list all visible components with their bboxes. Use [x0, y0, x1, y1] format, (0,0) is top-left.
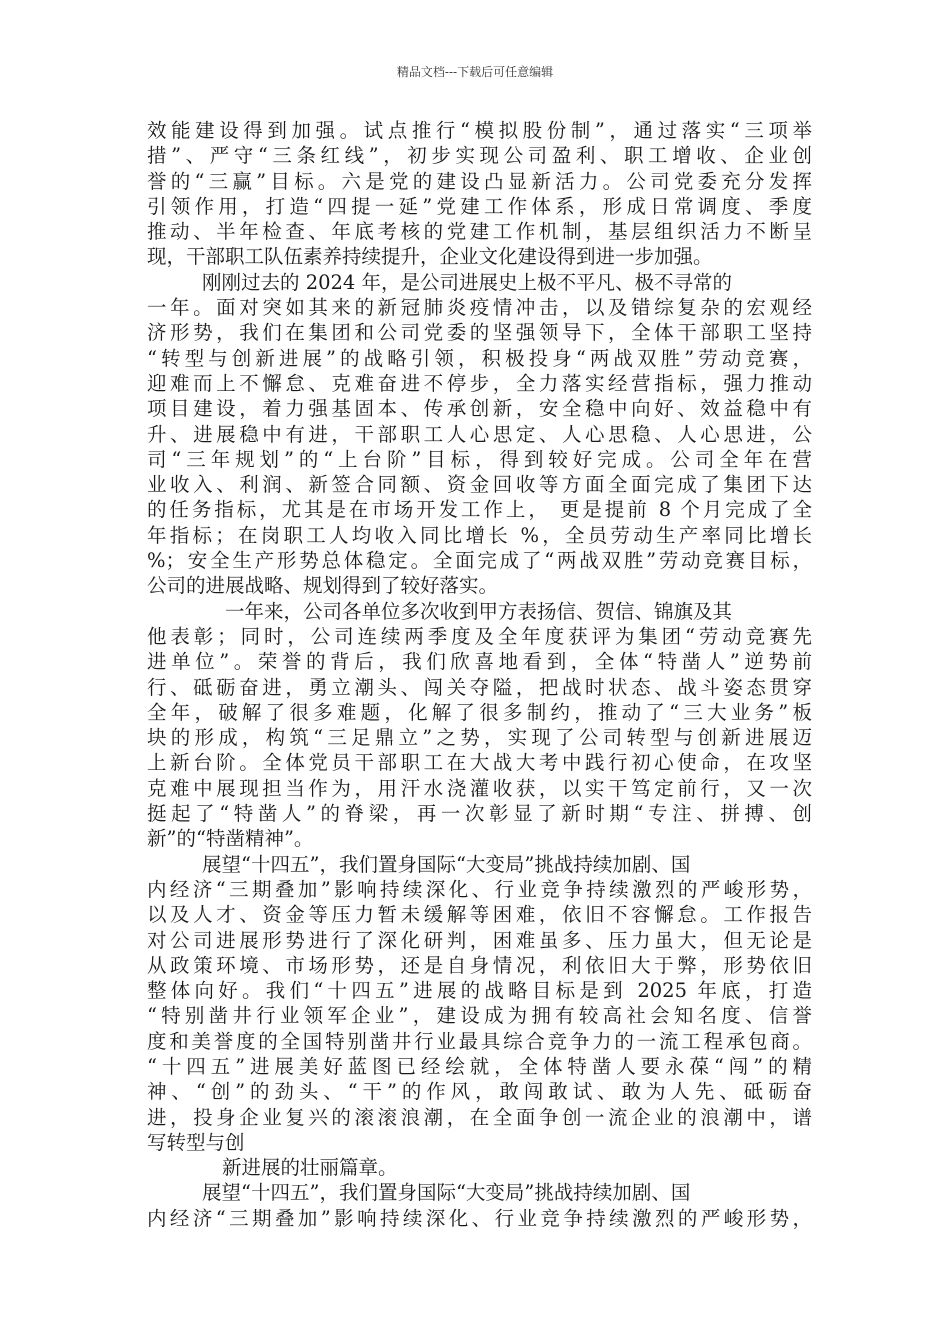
text-line: 公司的进展战略、规划得到了较好落实。: [147, 574, 499, 598]
text-line: 升、进展稳中有进，干部职工人心思定、人心思稳、人心思进，公: [147, 422, 812, 446]
text-line: 业收入、利润、新签合同额、资金回收等方面全面完成了集团下达: [147, 473, 812, 497]
text-line: 行、砥砺奋进，勇立潮头、闯关夺隘，把战时状态、战斗姿态贯穿: [147, 675, 812, 699]
text-line: 措”、严守“三条红线”，初步实现公司盈利、职工增收、企业创: [147, 144, 812, 168]
text-line: 内经济“三期叠加”影响持续深化、行业竞争持续激烈的严峻形势，: [147, 1206, 812, 1230]
paragraph: [147, 270, 812, 599]
text-line: 挺起了“特凿人”的脊梁，再一次彰显了新时期“专注、拼搏、创: [147, 802, 812, 826]
text-line: 对公司进展形势进行了深化研判，困难虽多、压力虽大，但无论是: [147, 928, 812, 952]
text-line: 新进展的壮丽篇章。: [222, 1156, 398, 1180]
text-line: “特别凿井行业领军企业”，建设成为拥有较高社会知名度、信誉: [147, 1004, 812, 1028]
document-body: [147, 118, 812, 1231]
text-line: 以及人才、资金等压力暂未缓解等困难，依旧不容懈怠。工作报告: [147, 903, 812, 927]
text-line: 推动、半年检查、年底考核的党建工作机制，基层组织活力不断呈: [147, 220, 812, 244]
text-line: 内经济“三期叠加”影响持续深化、行业竞争持续激烈的严峻形势，: [147, 877, 812, 901]
text-line: 誉的“三赢”目标。六是党的建设凸显新活力。公司党委充分发挥: [147, 169, 812, 193]
paragraph: [147, 599, 812, 852]
text-line: 的任务指标，尤其是在市场开发工作上， 更是提前 8 个月完成了全: [147, 498, 812, 522]
text-line: 展望“十四五”，我们置身国际“大变局”挑战持续加剧、国: [202, 1181, 691, 1205]
text-line: 全年，破解了很多难题，化解了很多制约，推动了“三大业务”板: [147, 700, 812, 724]
text-line: 写转型与创: [147, 1130, 245, 1154]
text-line: 迎难而上不懈怠、克难奋进不停步，全力落实经营指标，强力推动: [147, 371, 812, 395]
text-line: 度和美誉度的全国特别凿井行业最具综合竞争力的一流工程承包商。: [147, 1029, 812, 1053]
paragraph: [147, 118, 812, 270]
text-line: 济形势，我们在集团和公司党委的坚强领导下，全体干部职工坚持: [147, 321, 812, 345]
text-line: 神、“创”的劲头、“干”的作风，敢闯敢试、敢为人先、砥砺奋: [147, 1080, 812, 1104]
text-line: 他表彰；同时，公司连续两季度及全年度获评为集团“劳动竞赛先: [147, 624, 812, 648]
text-line: %；安全生产形势总体稳定。全面完成了“两战双胜”劳动竞赛目标，: [147, 549, 812, 573]
page-header: 精品文档---下载后可任意编辑: [396, 65, 554, 79]
text-line: 展望“十四五”，我们置身国际“大变局”挑战持续加剧、国: [202, 852, 691, 876]
text-line: 进单位”。荣誉的背后，我们欣喜地看到，全体“特凿人”逆势前: [147, 650, 812, 674]
paragraph: [147, 852, 812, 1156]
text-line: 块的形成，构筑“三足鼎立”之势，实现了公司转型与创新进展迈: [147, 726, 812, 750]
text-line: “转型与创新进展”的战略引领，积极投身“两战双胜”劳动竞赛，: [147, 346, 812, 370]
text-line: 进，投身企业复兴的滚滚浪潮，在全面争创一流企业的浪潮中，谱: [147, 1105, 812, 1129]
text-line: 项目建设，着力强基固本、传承创新，安全稳中向好、效益稳中有: [147, 397, 812, 421]
text-line: 刚刚过去的 2024 年，是公司进展史上极不平凡、极不寻常的: [202, 270, 733, 294]
text-line: 从政策环境、市场形势，还是自身情况，利依旧大于弊，形势依旧: [147, 953, 812, 977]
text-line: 整体向好。我们“十四五”进展的战略目标是到 2025 年底，打造: [147, 979, 812, 1003]
text-line: 一年。面对突如其来的新冠肺炎疫情冲击，以及错综复杂的宏观经: [147, 296, 812, 320]
text-line: 现，干部职工队伍素养持续提升，企业文化建设得到进一步加强。: [147, 245, 713, 269]
text-line: 克难中展现担当作为，用汗水浇灌收获，以实干笃定前行，又一次: [147, 776, 812, 800]
paragraph: [147, 1180, 812, 1231]
paragraph: [147, 1155, 812, 1180]
text-line: 一年来，公司各单位多次收到甲方表扬信、贺信、锦旗及其: [225, 599, 733, 623]
text-line: 新”的“特凿精神”。: [147, 827, 314, 851]
text-line: “十四五”进展美好蓝图已经绘就，全体特凿人要永葆“闯”的精: [147, 1054, 812, 1078]
text-line: 引领作用，打造“四提一延”党建工作体系，形成日常调度、季度: [147, 194, 812, 218]
text-line: 上新台阶。全体党员干部职工在大战大考中践行初心使命，在攻坚: [147, 751, 812, 775]
text-line: 年指标；在岗职工人均收入同比增长 %，全员劳动生产率同比增长: [147, 523, 812, 547]
text-line: 司“三年规划”的“上台阶”目标，得到较好完成。公司全年在营: [147, 447, 812, 471]
text-line: 效能建设得到加强。试点推行“模拟股份制”，通过落实“三项举: [147, 119, 812, 142]
